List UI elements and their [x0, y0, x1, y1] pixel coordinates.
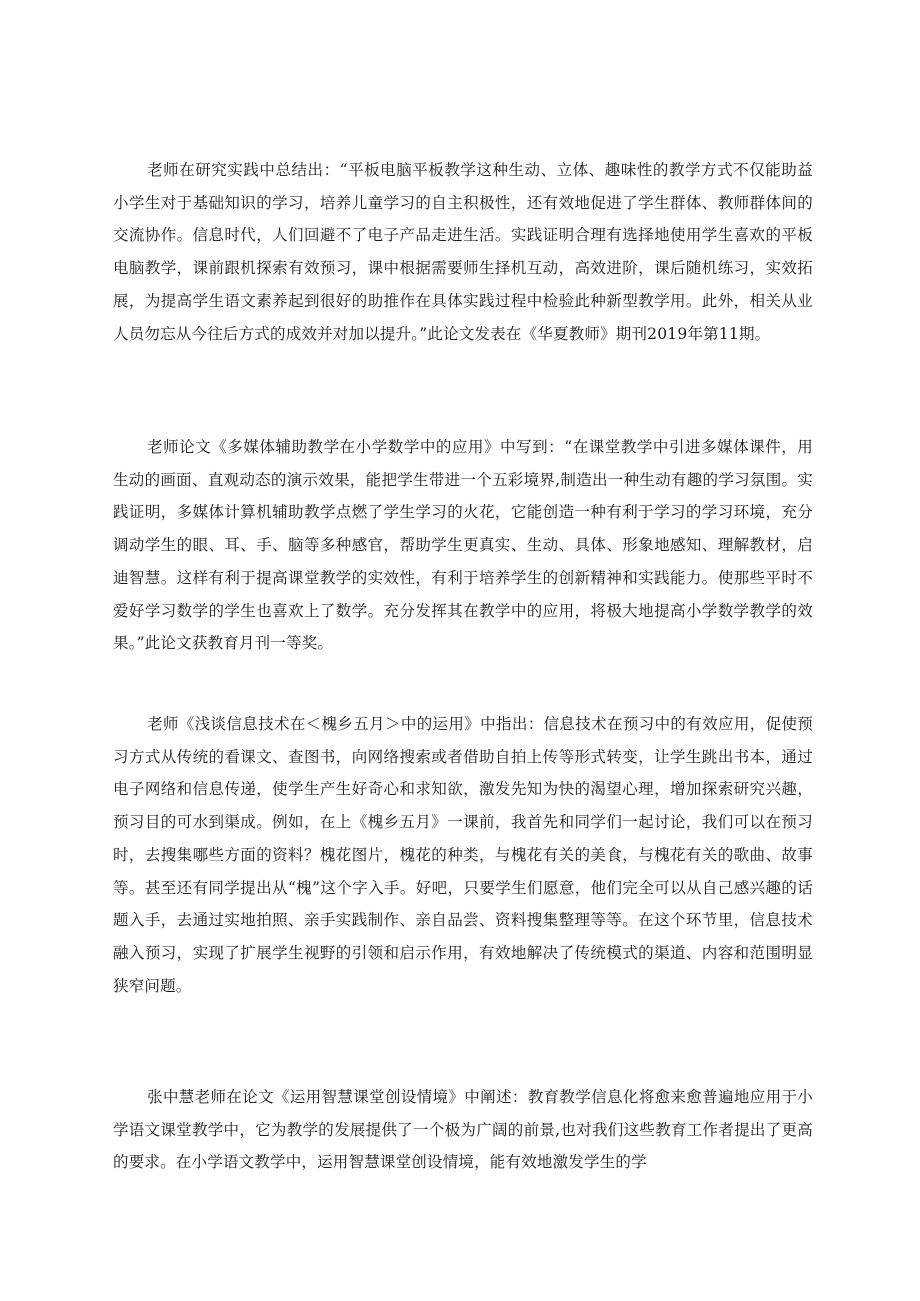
- paragraph-2: 老师论文《多媒体辅助教学在小学数学中的应用》中写到：“在课堂教学中引进多媒体课件，用生动的画面、直观动态的演示效果，能把学生带进一个五彩境界,制造出一种生动有趣的学习氛围。实践证明，多媒体计算机辅助教学点燃了学生学习的火花，它能创造一种有利于学习的学习环境，充分调动学生的眼、耳、手、脑等多种感官，帮助学生更真实、生动、具体、形象地感知、理解教材，启迪智慧。这样有利于提高课堂教学的实效性，有利于培养学生的创新精神和实践能力。使那些平时不爱好学习数学的学生也喜欢上了数学。充分发挥其在教学中的应用，将极大地提高小学数学教学的效果。”此论文获教育月刊一等奖。: [113, 438, 813, 653]
- paragraph-1: 老师在研究实践中总结出：“平板电脑平板教学这种生动、立体、趣味性的教学方式不仅能助益小学生对于基础知识的学习，培养儿童学习的自主积极性，还有效地促进了学生群体、教师群体间的交流协作。信息时代，人们回避不了电子产品走进生活。实践证明合理有选择地使用学生喜欢的平板电脑教学，课前跟机探索有效预习，课中根据需要师生择机互动，高效进阶，课后随机练习，实效拓展，为提高学生语文素养起到很好的助推作在具体实践过程中检验此种新型教学用。此外，相关从业人员勿忘从今往后方式的成效并对加以提升。”此论文发表在《华夏教师》期刊2019年第11期。: [113, 161, 813, 343]
- paragraph-4: 张中慧老师在论文《运用智慧课堂创设情境》中阐述：教育教学信息化将愈来愈普遍地应用于小学语文课堂教学中，它为教学的发展提供了一个极为广阔的前景,也对我们这些教育工作者提出了更高的要求。在小学语文教学中，运用智慧课堂创设情境，能有效地激发学生的学: [113, 1088, 813, 1172]
- paragraph-3: 老师《浅谈信息技术在＜槐乡五月＞中的运用》中指出：信息技术在预习中的有效应用，促使预习方式从传统的看课文、查图书，向网络搜索或者借助自拍上传等形式转变，让学生跳出书本，通过电子网络和信息传递，使学生产生好奇心和求知欲，激发先知为快的渴望心理，增加探索研究兴趣，预习目的可水到渠成。例如，在上《槐乡五月》一课前，我首先和同学们一起讨论，我们可以在预习时，去搜集哪些方面的资料？槐花图片，槐花的种类，与槐花有关的美食，与槐花有关的歌曲、故事等。甚至还有同学提出从“槐”这个字入手。好吧，只要学生们愿意，他们完全可以从自己感兴趣的话题入手，去通过实地拍照、亲手实践制作、亲自品尝、资料搜集整理等等。在这个环节里，信息技术融入预习，实现了扩展学生视野的引领和启示作用，有效地解决了传统模式的渠道、内容和范围明显狭窄问题。: [113, 715, 813, 995]
